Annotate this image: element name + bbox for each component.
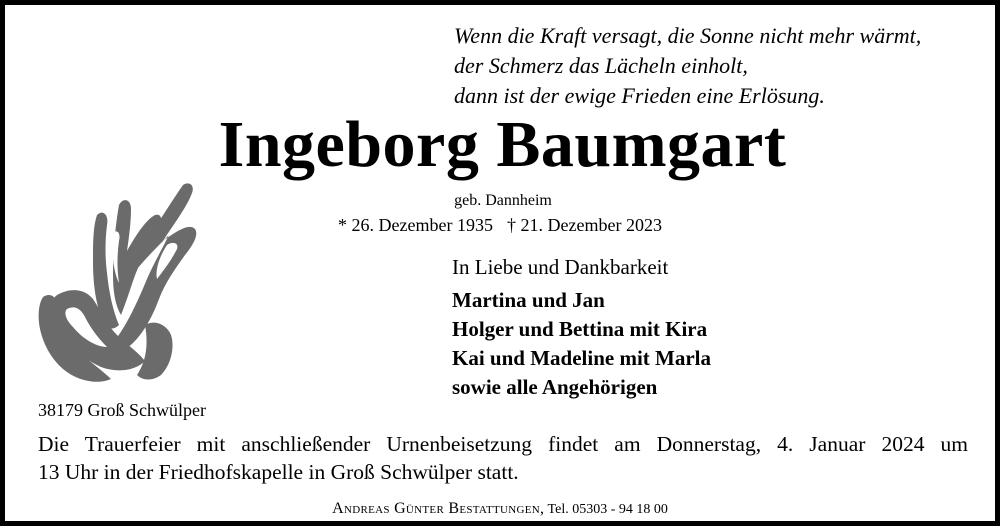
poem-line: dann ist der ewige Frieden eine Erlösung. — [454, 83, 825, 108]
death-date: † 21. Dezember 2023 — [507, 215, 662, 235]
service-announcement — [38, 430, 968, 486]
list-item: sowie alle Angehörigen — [452, 375, 658, 399]
list-item: Martina und Jan — [452, 288, 605, 312]
maiden-name: geb. Dannheim — [454, 192, 552, 209]
birth-date: * 26. Dezember 1935 — [338, 215, 493, 235]
deceased-name: Ingeborg Baumgart — [218, 108, 787, 181]
funeral-home — [5, 499, 995, 520]
location: 38179 Groß Schwülper — [38, 400, 206, 420]
service-line: Die Trauerfeier mit anschließender Urnenbeisetzung findet am Donnerstag, 4. Januar 2024 um — [38, 432, 968, 456]
poem-line: der Schmerz das Lächeln einholt, — [454, 53, 748, 78]
funeral-home-phone: Tel. 05303 - 94 18 00 — [547, 502, 668, 517]
poem-line: Wenn die Kraft versagt, die Sonne nicht mehr wärmt, — [454, 23, 922, 48]
service-line: 13 Uhr in der Friedhofskapelle in Groß Schwülper statt. — [38, 460, 519, 484]
mourners-list — [452, 286, 711, 402]
poem — [454, 21, 994, 111]
funeral-home-name: Andreas Günter Bestattungen, — [332, 500, 545, 517]
mourners-intro: In Liebe und Dankbarkeit — [452, 255, 669, 279]
list-item: Holger und Bettina mit Kira — [452, 317, 708, 341]
list-item: Kai und Madeline mit Marla — [452, 346, 711, 370]
praying-hands-icon — [37, 175, 205, 391]
